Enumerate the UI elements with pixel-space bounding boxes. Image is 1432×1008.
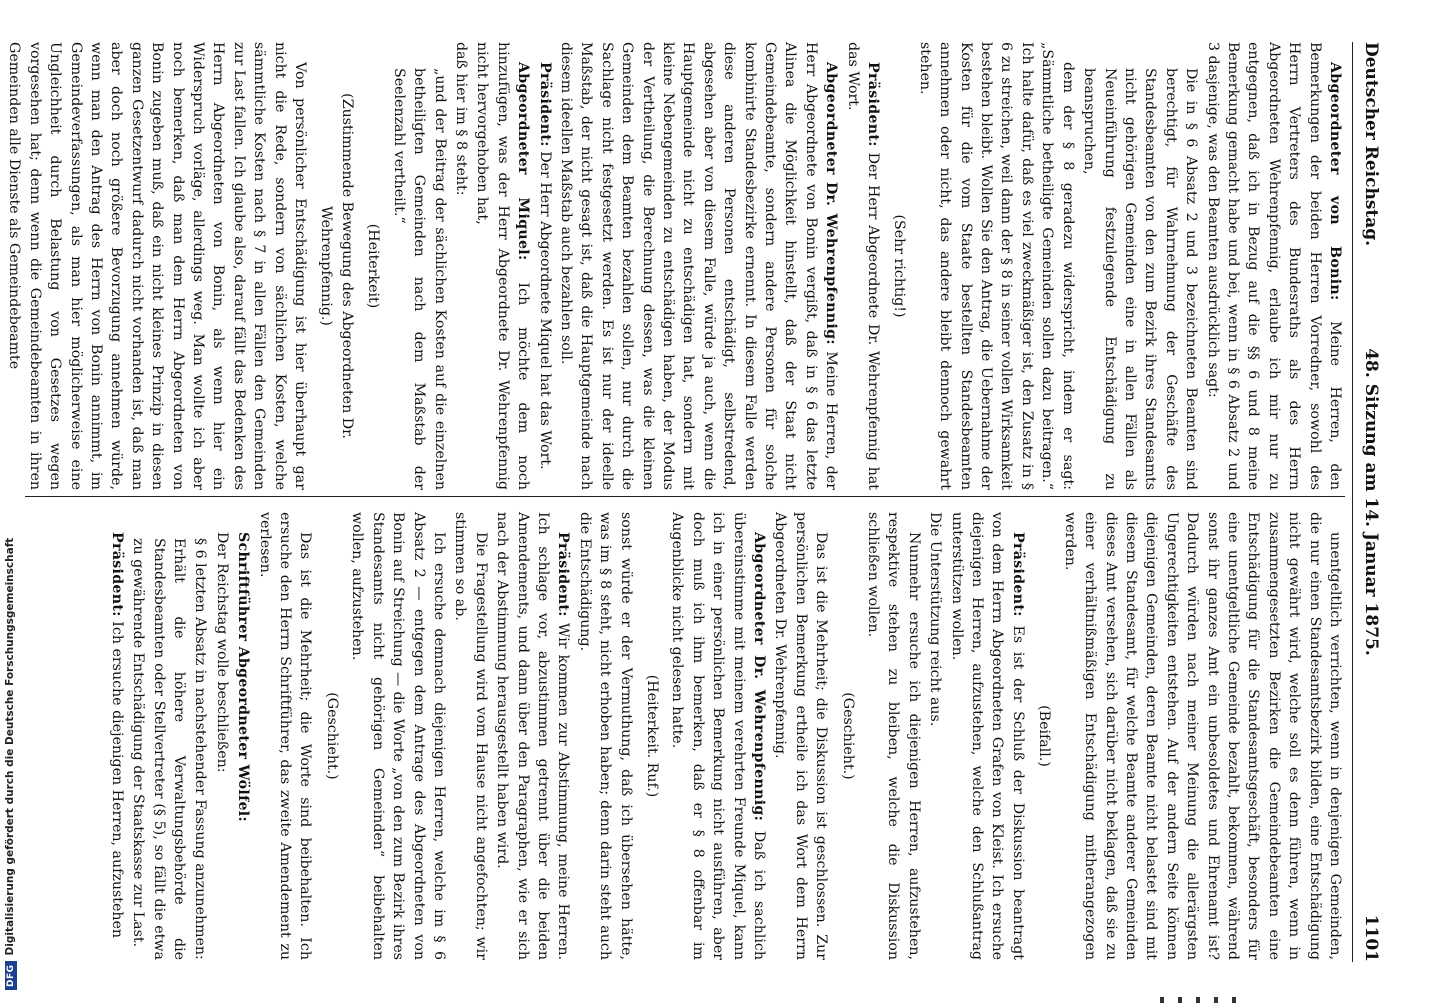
quoted-text [190,512,210,960]
stage-direction [642,512,662,960]
paragraph [1059,512,1345,960]
paragraph-text: „und der Beitrag der sächlichen Kosten auf die einzelnen betheiligten Gemeinden nach dem Maßstab der Seelenzahl vertheilt.“ [390,68,448,490]
paragraph-text: Die Unterstützung reicht aus. [927,512,944,727]
rotated-document-page [2,0,1397,1000]
speech-paragraph [472,42,533,490]
scan-edge-marks [1160,990,1380,1000]
speaker-name: Präsident: [865,62,882,147]
paragraph-text: Das ist die Mehrheit; die Worte sind beibehalten. Ich ersuche den Herrn Schriftführer, das zweite Amendement zu verlesen. [256,512,314,960]
speech-paragraph [946,512,1028,960]
paragraph-text: Die in § 6 Absatz 2 und 3 bezeichneten Beamten sind berechtigt, für Wahrnehmung der Geschäfte des Standesbeamten von den zum Bezirk ihres Standesamts nicht gehörigen Gemeinden eine in allen Fällen als Neueinführung festzulegende Entschädigung zu beanspruchen, [1081,68,1200,490]
speech-paragraph [492,512,574,960]
speaker-name: Präsident: [536,62,553,147]
stage-direction [889,42,909,490]
paragraph-text: dem der § 8 geradezu widerspricht, indem er sagt: „Sämmtliche betheiligte Gemeinden sollen dazu beitragen.“ Ich halte dafür, daß es viel zweckmäßiger ist, den Zusatz in § 6 zu streichen, weil dann der § 8 in seiner vollen Wirksamkeit bestehen bleibt. Wollen Sie den Antrag, die Uebernahme der Kosten für die vom Staate bestellten Standesbeamten annehmen oder nicht, das andere bleibt dennoch gewahrt stehen. [916,42,1076,490]
paragraph [4,42,310,490]
paragraph-text: (Sehr richtig!) [891,214,908,318]
left-column [6,42,1345,491]
paragraph-text: daß hier im § 8 steht: [452,42,469,196]
page-header [1352,42,1387,962]
dfg-logo: DFG [5,961,17,990]
speech-paragraph [534,42,554,490]
paragraph [770,512,831,960]
speaker-name: Abgeordneter Dr. Wehrenpfennig: [751,532,768,822]
paragraph-text: (Geschieht.) [839,692,856,780]
paragraph [451,42,471,490]
speaker-name: Präsident: [108,532,125,617]
stage-direction [322,512,342,960]
paragraph [574,512,635,960]
quoted-text [388,42,449,490]
quoted-text [128,512,189,960]
paragraph-text: Der Herr Abgeordnete Miquel hat das Wort. [536,151,553,470]
header-session: 48. Sitzung am 14. Januar 1875. [1361,348,1381,656]
speech-paragraph [667,512,769,960]
speaker-name: Schriftführer Abgeordneter Wölfel: [235,532,252,823]
speaker-name: Abgeordneter Dr. Wehrenpfennig: [823,62,840,345]
paragraph-text: (Heiterkeit) [365,223,382,309]
paragraph-text: Der Reichstag wolle beschließen: [213,532,230,773]
paragraph-text: (Geschieht.) [323,692,340,780]
paragraph-text: Nunmehr ersuche ich diejenigen Herren, aufzustehen, respektive stehen zu bleiben, welche die Diskussion schließen wollen. [865,512,922,960]
paragraph-text: Das ist die Mehrheit; die Diskussion ist geschlossen. Zur persönlichen Bemerkung ertheile ich das Wort dem Herrn Abgeordneten Dr. Wehrenpfennig. [772,512,830,960]
paragraph [254,512,315,960]
right-column [15,512,1345,960]
paragraph-text: Wir kommen zur Abstimmung, meine Herren. Ich schlage vor, abzustimmen getrennt über die beiden Amendements, und dann über den Paragraphen, wie er sich nach der Abstimmung herausgestellt haben wird. [494,512,572,961]
page-number: 1101 [1361,914,1381,962]
stage-direction [363,42,383,490]
speaker-name: Präsident: [1009,532,1026,617]
paragraph-text: sonst würde er der Vermuthung, daß ich übersehen hätte, was im § 8 steht, nicht erhoben haben; denn darin steht auch die Entschädigung. [576,512,634,960]
paragraph [863,512,924,960]
paragraph [925,512,945,960]
column-divider [25,496,1345,497]
paragraph [347,512,449,960]
header-publication: Deutscher Reichstag. [1361,42,1381,247]
paragraph [211,512,231,960]
paragraph-text: Meine Herren, den Bemerkungen der beiden Herren Vorredner, sowohl des Herrn Vertreters des Bundesraths als des Herrn Abgeordneten Wehrenpfennig, erlaube ich mir nur zu entgegnen, daß ich in Bezug auf die §§ 6 und 8 meine Bemerkung gemacht habe und bei, wenn in § 6 Absatz 2 und 3 dasjenige, was den Beamten ausdrücklich sagt: [1204,42,1343,490]
credit-text: Digitalisierung gefördert durch die Deutsche Forschungsgemeinschaft [4,537,16,956]
paragraph-text: unentgeltlich verrichten, wenn in denjenigen Gemeinden, die nur einen Standesamtsbezirk bilden, eine Entschädigung nicht gewährt wird, welche soll es denn führen, wenn in zusammengesetzten Bezirken die Gemeindebeamten eine Entschädigung für die Standesamtsgeschäft, besonders für eine unentgeltliche Gemeinde bezahlt, bekommen, während sonst ihr ganzes Amt ein unbesoldetes und Ehrenamt ist? Dadurch würden nach meiner Meinung die allerärgsten Ungerechtigkeiten entstehen. Auf der andern Seite können diejenigen Gemeinden, deren Beamte nicht belastet sind mit diesem Standesamt, für welche Beamte anderer Gemeinden dieses Amt versehen, sich darüber nicht beklagen, daß sie zu einer verhältnißmäßigen Entschädigung mitherangezogen werden. [1061,512,1343,960]
paragraph-text: Daß ich sachlich übereinstimme mit meinem verehrten Freunde Miquel, kann ich in einer persönlichen Bemerkung nicht ausführen, aber doch muß ich ihm bemerken, daß er § 8 offenbar im Augenblicke nicht gelesen hatte. [669,512,768,961]
stage-direction [1034,512,1054,960]
paragraph-text: Der Herr Abgeordnete Dr. Wehrenpfennig hat das Wort. [844,42,882,491]
paragraph [450,512,491,960]
paragraph-text: Von persönlicher Entschädigung ist hier überhaupt gar nicht die Rede, sondern von sächlichen Kosten, welche sämmtliche Kosten nach § 7 in allen Fällen den Gemeinden zur Last fallen. Ich glaube also, darauf fällt das Bedenken des Herrn Abgeordneten von Bonin, als wenn hier ein Widerspruch vorläge, allerdings weg. Man wollte ich aber noch bemerken, daß man dem Herrn Abgeordneten von Bonin zugeben muß, daß ein nicht kleines Prinzip in diesen ganzen Gesetzentwurf dadurch nicht vorhanden ist, daß man aber doch noch größere Bevorzugung annehmen würde, wenn man den Antrag des Herrn von Bonin annimmt, im Gemeindeverfassungen, als man hier möglicherweise eine Ungleichheit durch Belastung von Gesetzes wegen vorgesehen hat; denn wenn die Gemeindebeamten in ihren Gemeinden alle Dienste als Gemeindebeamte [6,42,309,490]
paragraph-text: Erhält die höhere Verwaltungsbehörde die Standesbeamten oder Stellvertreter (§ 5), so fällt die etwa zu gewährende Entschädigung der Staatskasse zur Last. [130,538,188,960]
paragraph-text: (Zustimmende Bewegung des Abgeordneten Dr. Wehrenpfennig.) [318,93,355,439]
paragraph-text: Ich ersuche demnach diejenigen Herren, welche im § 6 Absatz 2 — entgegen dem Antrage des Abgeordneten von Bonin auf Streichung — die Worte „von den zum Bezirk ihres Standesamts nicht gehörigen Gemeinden“ beibehalten wollen, aufzustehen. [349,512,447,960]
paragraph-text: Ich möchte dem noch hinzufügen, was der Herr Abgeordnete Dr. Wehrenpfennig nicht hervorgehoben hat, [474,42,532,490]
paragraph-text: Es ist der Schluß der Diskussion beantragt von dem Herrn Abgeordneten Grafen von Kleist. Ich ersuche diejenigen Herren, aufzustehen, welche den Schlußantrag unterstützen wollen. [948,512,1026,960]
paragraph-text: Ich ersuche diejenigen Herren, aufzustehen [108,621,125,939]
paragraph-text: (Heiterkeit. Ruf.) [644,674,660,798]
speech-paragraph [842,42,883,490]
paragraph [914,42,1077,490]
stage-direction [837,512,857,960]
speaker-name: Abgeordneter von Bonin: [1327,62,1343,301]
quoted-text [1079,42,1201,490]
paragraph-text: § 6 letzten Absatz in nachstehender Fassung anzunehmen: [192,538,209,960]
speech-paragraph [233,512,253,960]
stage-direction [316,42,357,490]
paragraph-text: (Beifall.) [1036,705,1053,767]
speech-paragraph [106,512,126,960]
paragraph-text: Meine Herren, der Herr Abgeordnete von Bonin vergißt, daß in § 6 das letzte Alinea die Möglichkeit hinstellt, daß der Staat nicht Gemeindebeamte, sondern andere Personen für solche kombinirte Standesbezirke ernennt. In diesem Falle werden diese anderen Personen entschädigt, selbstredend, abgesehen aber von diesem Falle, würde ja auch, wenn die Hauptgemeinde nicht zu entschädigen hat, sondern mit kleine Nebengemeinden zu entschädigen haben, der Modus der Vertheilung, die Berechnung dessen, was die kleinen Gemeinden dem Beamten bezahlen sollen, nur durch die Sachlage nicht festgesetzt werden. Es ist nur der ideelle Maßstab, der nicht gesagt ist, daß die Hauptgemeinde nach diesem ideellen Maßstab auch bezahlen soll. [557,42,840,490]
speech-paragraph [556,42,842,490]
speech-paragraph [1202,42,1345,490]
speaker-name: Abgeordneter Miquel: [515,62,532,261]
speaker-name: Präsident: [555,532,572,617]
paragraph-text: Die Fragestellung wird vom Hause nicht angefochten; wir stimmen so ab. [452,512,489,960]
